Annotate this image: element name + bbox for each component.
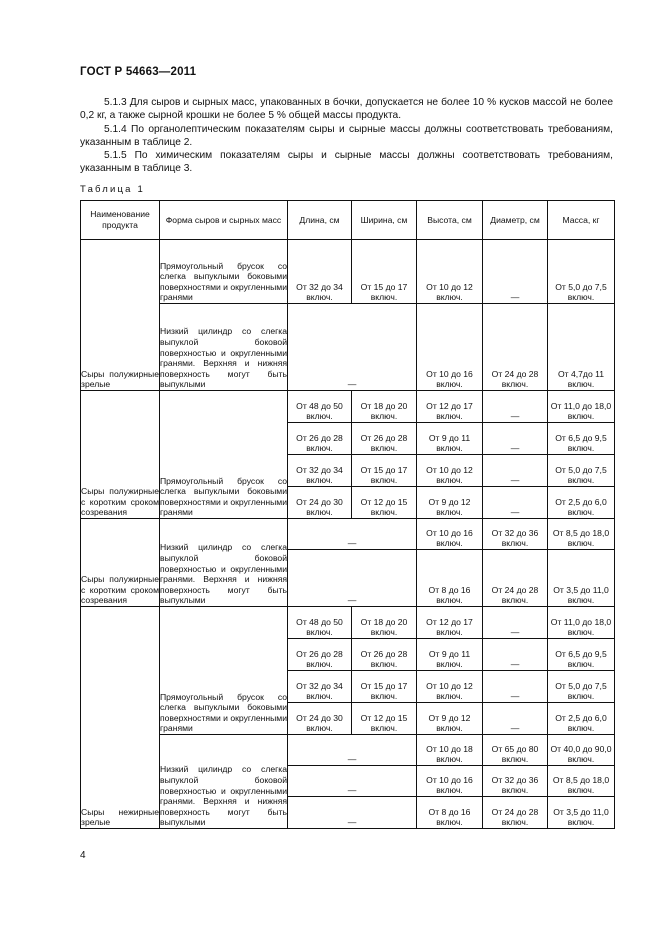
page-number: 4 (80, 850, 86, 861)
mass-cell: От 2,5 до 6,0 включ. (548, 487, 615, 519)
col-header-mass: Масса, кг (548, 201, 615, 240)
product-cell: Сыры полужирные с коротким сроком созревания (81, 391, 160, 519)
mass-cell: От 5,0 до 7,5 включ. (548, 671, 615, 703)
height-cell: От 9 до 12 включ. (417, 487, 483, 519)
length-width-cell: — (288, 304, 417, 391)
table-row (81, 240, 615, 304)
paragraph-5-1-4: 5.1.4 По органолептическим показателям сыры и сырные массы должны соответствовать требованиям, указанным в таблице 2. (80, 124, 613, 149)
table-caption: Таблица 1 (80, 184, 145, 195)
length-cell: От 32 до 34 включ. (288, 671, 352, 703)
mass-cell: От 3,5 до 11,0 включ. (548, 797, 615, 829)
diameter-cell: От 65 до 80 включ. (483, 735, 548, 766)
table-row (81, 391, 615, 423)
mass-cell: От 6,5 до 9,5 включ. (548, 639, 615, 671)
diameter-cell: — (483, 703, 548, 735)
width-cell: От 15 до 17 включ. (352, 240, 417, 304)
height-cell: От 10 до 16 включ. (417, 766, 483, 797)
mass-cell: От 6,5 до 9,5 включ. (548, 423, 615, 455)
paragraph-5-1-5: 5.1.5 По химическим показателям сыры и сырные массы должны соответствовать требованиям, указанным в таблице 3. (80, 150, 613, 175)
product-cell: Сыры полужирные с коротким сроком созревания (81, 519, 160, 607)
diameter-cell: — (483, 487, 548, 519)
col-header-width: Ширина, см (352, 201, 417, 240)
product-cell: Сыры полужирные зрелые (81, 240, 160, 391)
length-width-cell: — (288, 735, 417, 766)
length-cell: От 26 до 28 включ. (288, 423, 352, 455)
height-cell: От 12 до 17 включ. (417, 391, 483, 423)
form-cell: Низкий цилиндр со слегка выпуклой боковой поверхностью и округленными гранями. Верхняя и нижняя поверхность могут быть выпуклыми (160, 735, 288, 829)
height-cell: От 8 до 16 включ. (417, 797, 483, 829)
length-cell: От 32 до 34 включ. (288, 240, 352, 304)
form-cell: Прямоугольный брусок со слегка выпуклыми боковыми поверхностями и округленными гранями (160, 240, 288, 304)
length-cell: От 24 до 30 включ. (288, 487, 352, 519)
height-cell: От 10 до 16 включ. (417, 304, 483, 391)
mass-cell: От 5,0 до 7,5 включ. (548, 240, 615, 304)
mass-cell: От 2,5 до 6,0 включ. (548, 703, 615, 735)
length-cell: От 32 до 34 включ. (288, 455, 352, 487)
height-cell: От 9 до 12 включ. (417, 703, 483, 735)
form-cell: Прямоугольный брусок со слегка выпуклыми боковыми поверхностями и округленными гранями (160, 607, 288, 735)
diameter-cell: — (483, 607, 548, 639)
length-width-cell: — (288, 550, 417, 607)
length-cell: От 48 до 50 включ. (288, 391, 352, 423)
width-cell: От 26 до 28 включ. (352, 423, 417, 455)
diameter-cell: От 24 до 28 включ. (483, 550, 548, 607)
diameter-cell: — (483, 639, 548, 671)
width-cell: От 26 до 28 включ. (352, 639, 417, 671)
mass-cell: От 8,5 до 18,0 включ. (548, 766, 615, 797)
diameter-cell: — (483, 455, 548, 487)
mass-cell: От 11,0 до 18,0 включ. (548, 607, 615, 639)
col-header-diameter: Диаметр, см (483, 201, 548, 240)
table-row (81, 304, 615, 391)
col-header-form: Форма сыров и сырных масс (160, 201, 288, 240)
length-cell: От 24 до 30 включ. (288, 703, 352, 735)
height-cell: От 9 до 11 включ. (417, 639, 483, 671)
table-header-row (81, 201, 615, 240)
height-cell: От 10 до 12 включ. (417, 455, 483, 487)
width-cell: От 15 до 17 включ. (352, 455, 417, 487)
length-width-cell: — (288, 797, 417, 829)
height-cell: От 8 до 16 включ. (417, 550, 483, 607)
document-header: ГОСТ Р 54663—2011 (80, 66, 197, 78)
mass-cell: От 40,0 до 90,0 включ. (548, 735, 615, 766)
height-cell: От 10 до 16 включ. (417, 519, 483, 550)
height-cell: От 12 до 17 включ. (417, 607, 483, 639)
height-cell: От 10 до 12 включ. (417, 240, 483, 304)
diameter-cell: От 24 до 28 включ. (483, 304, 548, 391)
form-cell: Низкий цилиндр со слегка выпуклой боковой поверхностью и округленными гранями. Верхняя и нижняя поверхность могут быть выпуклыми (160, 304, 288, 391)
table-1 (80, 200, 615, 829)
length-width-cell: — (288, 519, 417, 550)
length-width-cell: — (288, 766, 417, 797)
height-cell: От 10 до 12 включ. (417, 671, 483, 703)
diameter-cell: — (483, 391, 548, 423)
paragraph-5-1-3: 5.1.3 Для сыров и сырных масс, упакованных в бочки, допускается не более 10 % кусков массой не более 0,2 кг, а также сырной крошки не более 5 % общей массы продукта. (80, 97, 613, 122)
height-cell: От 9 до 11 включ. (417, 423, 483, 455)
col-header-length: Длина, см (288, 201, 352, 240)
table-row (81, 519, 615, 550)
form-cell: Прямоугольный брусок со слегка выпуклыми боковыми поверхностями и округленными гранями (160, 391, 288, 519)
diameter-cell: От 32 до 36 включ. (483, 766, 548, 797)
table-row (81, 735, 615, 766)
mass-cell: От 11,0 до 18,0 включ. (548, 391, 615, 423)
width-cell: От 18 до 20 включ. (352, 607, 417, 639)
diameter-cell: — (483, 671, 548, 703)
product-cell: Сыры нежирные зрелые (81, 607, 160, 829)
diameter-cell: От 24 до 28 включ. (483, 797, 548, 829)
mass-cell: От 8,5 до 18,0 включ. (548, 519, 615, 550)
height-cell: От 10 до 18 включ. (417, 735, 483, 766)
width-cell: От 18 до 20 включ. (352, 391, 417, 423)
width-cell: От 15 до 17 включ. (352, 671, 417, 703)
width-cell: От 12 до 15 включ. (352, 703, 417, 735)
table-row (81, 607, 615, 639)
col-header-height: Высота, см (417, 201, 483, 240)
mass-cell: От 3,5 до 11,0 включ. (548, 550, 615, 607)
diameter-cell: От 32 до 36 включ. (483, 519, 548, 550)
diameter-cell: — (483, 240, 548, 304)
width-cell: От 12 до 15 включ. (352, 487, 417, 519)
length-cell: От 26 до 28 включ. (288, 639, 352, 671)
diameter-cell: — (483, 423, 548, 455)
col-header-product: Наименование продукта (81, 201, 160, 240)
form-cell: Низкий цилиндр со слегка выпуклой боковой поверхностью и округленными гранями. Верхняя и нижняя поверхность могут быть выпуклыми (160, 519, 288, 607)
mass-cell: От 4,7до 11 включ. (548, 304, 615, 391)
length-cell: От 48 до 50 включ. (288, 607, 352, 639)
mass-cell: От 5,0 до 7,5 включ. (548, 455, 615, 487)
